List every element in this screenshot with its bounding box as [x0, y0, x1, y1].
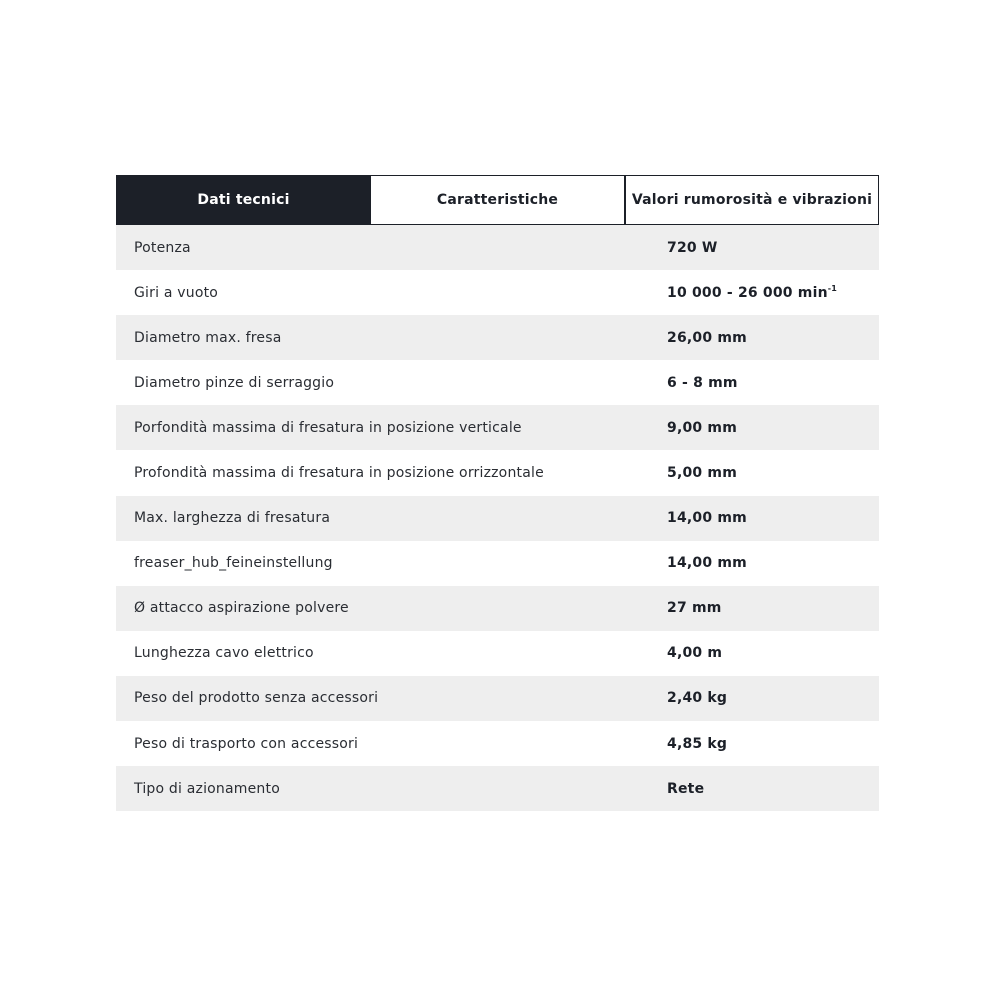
spec-value: 4,00 m: [667, 645, 723, 662]
spec-row: [116, 315, 879, 360]
spec-label: Tipo di azionamento: [134, 780, 280, 797]
spec-label: Diametro max. fresa: [134, 329, 282, 346]
spec-panel: [116, 175, 879, 811]
spec-row: [116, 631, 879, 676]
spec-row: [116, 496, 879, 541]
spec-value: 6 - 8 mm: [667, 374, 738, 391]
spec-row: [116, 586, 879, 631]
spec-label: Profondità massima di fresatura in posizione orrizzontale: [134, 465, 544, 482]
spec-label: Lunghezza cavo elettrico: [134, 645, 314, 662]
spec-label: Diametro pinze di serraggio: [134, 374, 335, 391]
spec-row: [116, 766, 879, 811]
spec-value-superscript: -1: [827, 284, 838, 294]
spec-label: Porfondità massima di fresatura in posizione verticale: [134, 419, 522, 436]
spec-label: Potenza: [134, 239, 191, 256]
spec-value: 4,85 kg: [667, 735, 728, 752]
spec-label: Ø attacco aspirazione polvere: [134, 600, 349, 617]
spec-row: [116, 225, 879, 270]
spec-value: Rete: [667, 780, 705, 797]
spec-value: 27 mm: [667, 600, 722, 617]
spec-value: 26,00 mm: [667, 329, 747, 346]
spec-label: Peso di trasporto con accessori: [134, 735, 359, 752]
spec-label: freaser_hub_feineinstellung: [134, 555, 333, 572]
tab-caratteristiche[interactable]: Caratteristiche: [371, 175, 625, 225]
spec-row: [116, 721, 879, 766]
spec-row: [116, 676, 879, 721]
spec-value: 14,00 mm: [667, 555, 747, 572]
spec-row: [116, 360, 879, 405]
spec-label: Max. larghezza di fresatura: [134, 510, 331, 527]
tab-valori-rumorosita-vibrazioni[interactable]: Valori rumorosità e vibrazioni: [625, 175, 879, 225]
spec-label: Peso del prodotto senza accessori: [134, 690, 379, 707]
spec-value-text: 10 000 - 26 000 min: [667, 285, 828, 302]
spec-value: 5,00 mm: [667, 465, 737, 482]
spec-value: 2,40 kg: [667, 690, 728, 707]
spec-value: 14,00 mm: [667, 510, 747, 527]
spec-row: [116, 405, 879, 450]
tab-dati-tecnici[interactable]: Dati tecnici: [116, 175, 371, 225]
spec-label: Giri a vuoto: [134, 284, 219, 301]
spec-row: [116, 450, 879, 495]
tab-bar: [116, 175, 879, 225]
spec-row: [116, 541, 879, 586]
spec-value: [650, 284, 837, 301]
spec-value: 720 W: [667, 239, 718, 256]
spec-table: [116, 225, 879, 811]
spec-row: [116, 270, 879, 315]
spec-value: 9,00 mm: [667, 419, 737, 436]
